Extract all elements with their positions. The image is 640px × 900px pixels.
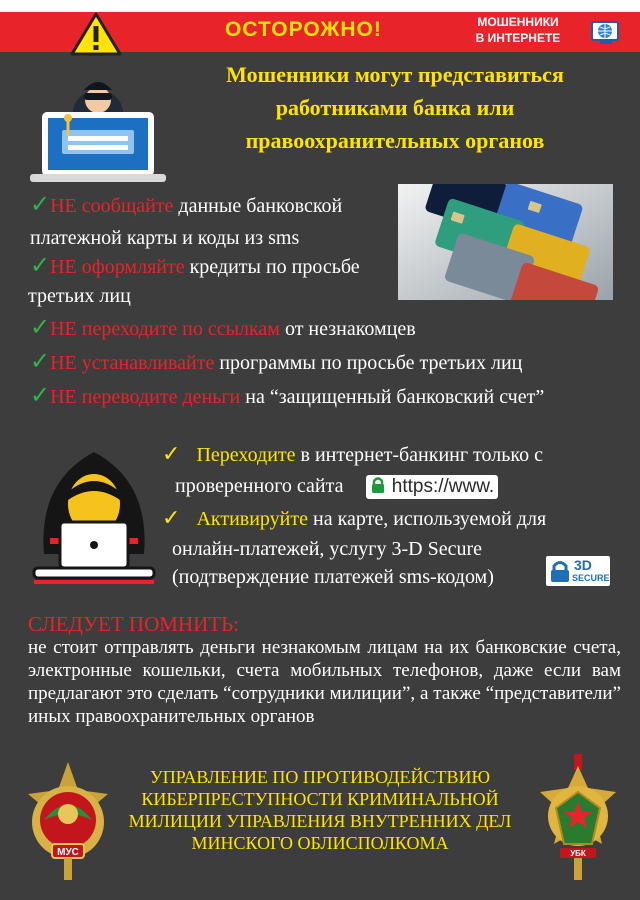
hacker-laptop-illustration [28,60,178,184]
globe-screen-icon [590,20,622,48]
check-icon: ✓ [30,251,51,279]
left-police-emblem [24,760,112,884]
do-item-2-cont2 [172,565,494,590]
header-subtitle-line1: МОШЕННИКИ [477,15,559,29]
dont-item-5 [30,383,544,410]
dont-item-1-rest: данные банковской [173,195,343,217]
right-emblem-text: УБК [570,849,586,858]
intro-line1: Мошенники могут представиться [226,62,564,87]
dont-item-4-rest: программы по просьбе третьих лиц [214,352,523,374]
lock-icon [549,559,571,583]
do-item-2-cont1: онлайн-платежей, услугу 3-D Secure [172,538,482,560]
check-icon: ✓ [30,313,51,341]
do-item-2-yellow: Активируйте [196,508,308,530]
org-line4: МИНСКОГО ОБЛИСПОЛКОМА [191,833,449,853]
warning-triangle-icon [70,12,122,56]
remember-text: не стоит отправлять деньги незнакомым лицам на их банковские счета, электронные кошельки, счета мобильных телефонов, даже если вам предлагают это сделать “сотрудники милиции”, а также “представители” иных правоохранительных органов [28,637,621,727]
remember-title: СЛЕДУЕТ ПОМНИТЬ: [28,612,239,636]
https-address-chip [366,475,498,499]
header-subtitle-line2: В ИНТЕРНЕТЕ [475,31,561,45]
org-line2: КИБЕРПРЕСТУПНОСТИ КРИМИНАЛЬНОЙ [141,789,499,809]
intro-heading [180,58,610,157]
do-item-1-yellow: Переходите [196,444,296,466]
credit-cards-photo [398,184,613,300]
do-item-2-rest: на карте, используемой для [307,508,547,530]
do-item-1 [162,442,543,468]
do-item-2 [162,506,546,532]
dont-item-2-red: НЕ оформляйте [50,256,185,278]
intro-line2: работниками банка или [275,95,515,120]
intro-line3: правоохранительных органов [245,128,545,153]
do-item-1-cont [175,474,498,499]
dont-item-1-cont: платежной карты и коды из sms [30,227,300,249]
hooded-hacker-illustration [30,442,158,592]
right-cybercrime-emblem [536,752,620,884]
check-icon: ✓ [30,381,51,409]
check-icon: ✓ [30,347,51,375]
dont-item-4-red: НЕ устанавливайте [50,352,215,374]
organization-name [112,766,528,854]
dont-item-5-rest: на “защищенный банковский счет” [240,386,545,408]
3d-secure-badge-line2: SECURE [572,573,610,583]
dont-item-3 [30,315,416,342]
dont-item-5-red: НЕ переводите деньги [50,386,241,408]
left-emblem-text: МУС [57,847,79,858]
org-line3: МИЛИЦИИ УПРАВЛЕНИЯ ВНУТРЕННИХ ДЕЛ [128,811,512,831]
3d-secure-badge [546,556,610,586]
dont-item-3-red: НЕ переходите по ссылкам [50,318,280,340]
do-item-2-cont2-text: (подтверждение платежей sms-кодом) [172,566,494,588]
dont-item-3-rest: от незнакомцев [279,318,416,340]
https-address-text: https://www. [391,476,495,498]
check-icon: ✓ [162,506,181,531]
dont-item-4 [30,349,522,376]
dont-item-1 [30,192,342,219]
header-subtitle [466,14,570,46]
lock-icon [370,476,386,494]
header-title: ОСТОРОЖНО! [225,18,382,41]
dont-item-2 [30,253,360,280]
dont-item-1-red: НЕ сообщайте [50,195,174,217]
check-icon: ✓ [30,190,51,218]
org-line1: УПРАВЛЕНИЕ ПО ПРОТИВОДЕЙСТВИЮ [149,767,491,787]
3d-secure-badge-line1: 3D [574,557,592,573]
dont-item-2-cont: третьих лиц [28,285,131,307]
do-item-1-cont-text: проверенного сайта [175,475,344,497]
dont-item-2-rest: кредиты по просьбе [184,256,360,278]
check-icon: ✓ [162,442,181,467]
do-item-1-rest: в интернет-банкинг только с [295,444,543,466]
